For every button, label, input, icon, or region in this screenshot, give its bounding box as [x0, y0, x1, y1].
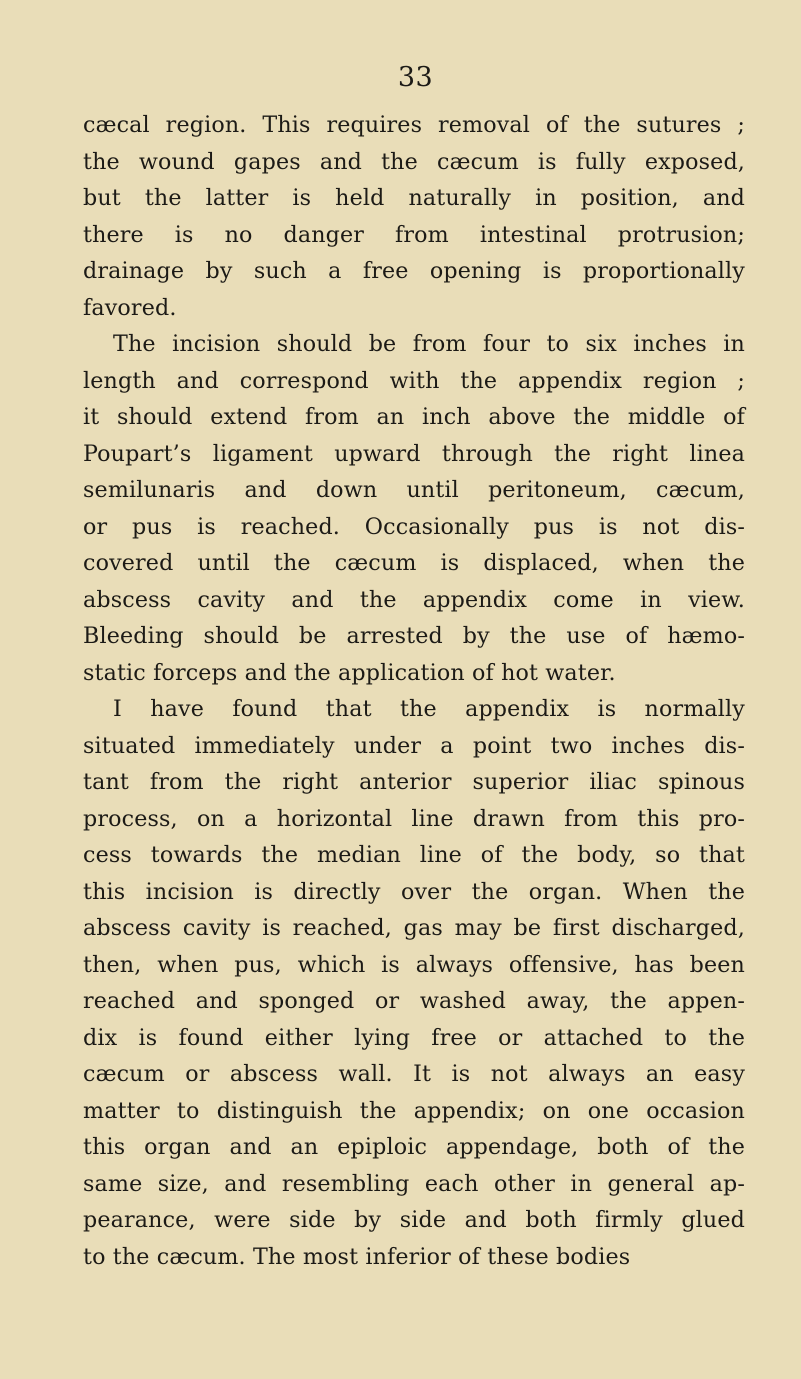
text-line: static forceps and the application of hot water.	[83, 659, 616, 686]
text-line: process, on a horizontal line drawn from this pro-	[83, 805, 745, 832]
text-line: pearance, were side by side and both firmly glued	[83, 1207, 745, 1233]
text-line: matter to distinguish the appendix; on one occasion	[83, 1097, 745, 1124]
text-line: reached and sponged or washed away, the appen-	[83, 988, 745, 1014]
text-line: or pus is reached. Occasionally pus is not dis-	[83, 513, 745, 540]
text-line: this organ and an epiploic appendage, both of the	[83, 1134, 745, 1160]
text-line: cess towards the median line of the body, so that	[83, 842, 745, 868]
text-line: cæcal region. This requires removal of the sutures ;	[83, 112, 745, 138]
text-line: tant from the right anterior superior iliac spinous	[83, 769, 745, 795]
text-line: cæcum or abscess wall. It is not always an easy	[83, 1061, 745, 1087]
text-line: but the latter is held naturally in position, and	[83, 185, 745, 211]
text-line: semilunaris and down until peritoneum, cæcum,	[83, 477, 745, 503]
text-line: abscess cavity and the appendix come in view.	[83, 586, 745, 613]
body-text	[83, 107, 745, 1275]
text-line: this incision is directly over the organ. When the	[83, 878, 745, 905]
text-line: the wound gapes and the cæcum is fully exposed,	[83, 148, 745, 175]
text-line: length and correspond with the appendix region ;	[83, 367, 745, 394]
text-line: I have found that the appendix is normally	[113, 696, 745, 722]
text-line: it should extend from an inch above the middle of	[83, 404, 745, 430]
text-line: to the cæcum. The most inferior of these bodies	[83, 1243, 631, 1270]
text-line: abscess cavity is reached, gas may be first discharged,	[83, 915, 745, 941]
text-line: Bleeding should be arrested by the use of hæmo-	[83, 623, 745, 649]
text-line: favored.	[83, 294, 177, 321]
text-line: dix is found either lying free or attached to the	[83, 1024, 745, 1051]
text-line: same size, and resembling each other in general ap-	[83, 1170, 745, 1197]
text-line: then, when pus, which is always offensive, has been	[83, 951, 745, 978]
text-line: there is no danger from intestinal protrusion;	[83, 221, 745, 248]
text-line: covered until the cæcum is displaced, when the	[83, 550, 745, 576]
text-line: The incision should be from four to six inches in	[113, 331, 745, 357]
page-number: 33	[397, 62, 434, 93]
text-line: situated immediately under a point two inches dis-	[83, 732, 745, 759]
text-line: Poupart’s ligament upward through the right linea	[83, 440, 745, 467]
text-line: drainage by such a free opening is proportionally	[83, 258, 745, 284]
